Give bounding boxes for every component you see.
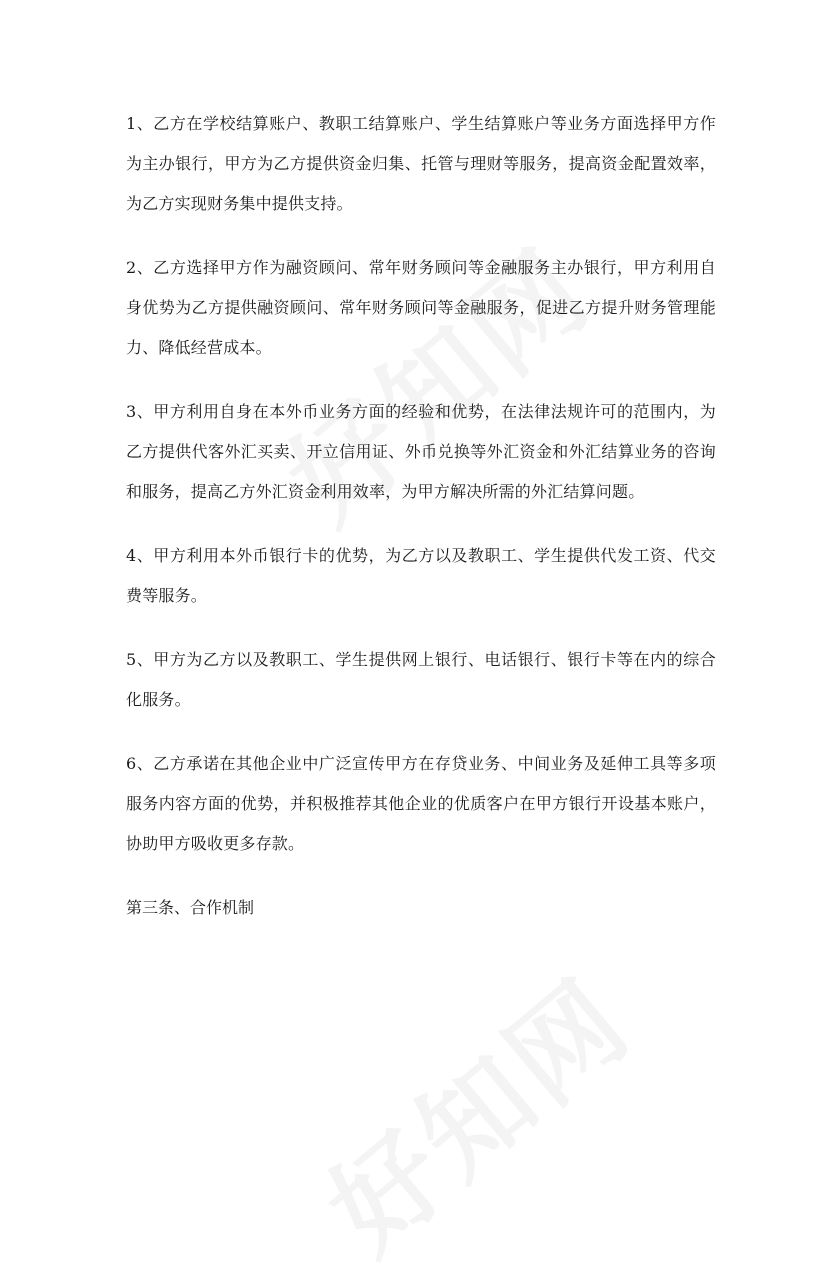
clause-paragraph-3: 3、甲方利用自身在本外币业务方面的经验和优势，在法律法规许可的范围内，为乙方提供代客外汇买卖、开立信用证、外币兑换等外汇资金和外汇结算业务的咨询和服务，提高乙方外汇资金利用效率，为甲方解决所需的外汇结算问题。 [126, 402, 716, 501]
clause-paragraph-1: 1、乙方在学校结算账户、教职工结算账户、学生结算账户等业务方面选择甲方作为主办银行，甲方为乙方提供资金归集、托管与理财等服务，提高资金配置效率，为乙方实现财务集中提供支持。 [126, 114, 716, 213]
document-body [126, 104, 716, 928]
watermark [290, 937, 658, 1281]
section-heading: 第三条、合作机制 [126, 898, 255, 917]
clause-paragraph-5: 5、甲方为乙方以及教职工、学生提供网上银行、电话银行、银行卡等在内的综合化服务。 [126, 650, 716, 709]
clause-paragraph-2: 2、乙方选择甲方作为融资顾问、常年财务顾问等金融服务主办银行，甲方利用自身优势为乙方提供融资顾问、常年财务顾问等金融服务，促进乙方提升财务管理能力、降低经营成本。 [126, 258, 716, 357]
clause-paragraph-4: 4、甲方利用本外币银行卡的优势，为乙方以及教职工、学生提供代发工资、代交费等服务。 [126, 546, 716, 605]
clause-paragraph-6: 6、乙方承诺在其他企业中广泛宣传甲方在存贷业务、中间业务及延伸工具等多项服务内容方面的优势，并积极推荐其他企业的优质客户在甲方银行开设基本账户，协助甲方吸收更多存款。 [126, 754, 716, 853]
